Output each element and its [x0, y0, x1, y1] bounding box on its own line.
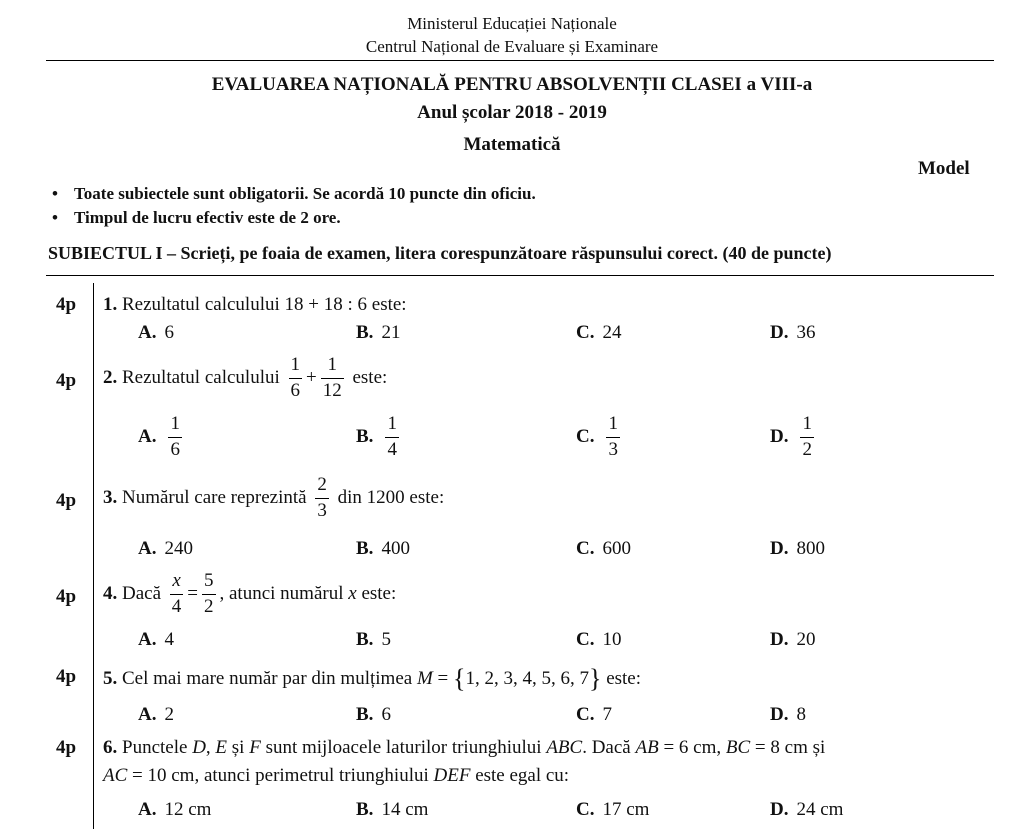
option-d: D. 20	[770, 629, 816, 650]
question-points: 4p	[56, 586, 77, 607]
question-points: 4p	[56, 370, 77, 391]
fraction: $\frac{5}{2}$	[204, 570, 214, 617]
option-b: B. 21	[356, 322, 401, 343]
option-c: C. 7	[576, 704, 612, 725]
question-1: 1. Rezultatul calculului 18 + 18 : 6 este:	[103, 294, 407, 315]
school-year: Anul școlar 2018 - 2019	[417, 102, 607, 123]
question-2: 2. Rezultatul calculului $\frac{1}{6}$ + $\frac{1}{12}$ este:	[103, 354, 388, 401]
fraction: $\frac{1}{6}$	[290, 354, 301, 401]
question-6-line-2: AC = 10 cm, atunci perimetrul triunghiului DEF este egal cu:	[103, 765, 570, 786]
option-d: D. 24 cm	[770, 799, 844, 820]
option-c: C. $\frac{1}{3}$	[576, 413, 618, 460]
option-a: A. 2	[138, 704, 174, 725]
question-3: 3. Numărul care reprezintă $\frac{2}{3}$ din 1200 este:	[103, 474, 445, 521]
question-points: 4p	[56, 737, 77, 758]
header-divider	[46, 60, 994, 61]
subject-name: Matematică	[463, 134, 561, 155]
option-c: C. 24	[576, 322, 622, 343]
fraction: $\frac{2}{3}$	[317, 474, 327, 521]
option-a: A. 6	[138, 322, 174, 343]
option-a: A. 240	[138, 538, 193, 559]
points-column-divider	[93, 283, 94, 829]
option-b: B. 5	[356, 629, 391, 650]
question-points: 4p	[56, 294, 77, 315]
question-points: 4p	[56, 666, 77, 687]
question-5: 5. Cel mai mare număr par din mulțimea M = {1, 2, 3, 4, 5, 6, 7} este:	[103, 664, 642, 693]
question-4: 4. Dacă $\frac{x}{4}$ = $\frac{5}{2}$ , atunci numărul x este:	[103, 570, 397, 617]
center-header: Centrul Național de Evaluare și Examinare	[365, 37, 659, 56]
ministry-header: Ministerul Educației Naționale	[407, 14, 617, 33]
option-c: C. 17 cm	[576, 799, 650, 820]
instruction-item: • Toate subiectele sunt obligatorii. Se acordă 10 puncte din oficiu.	[52, 184, 536, 203]
option-c: C. 10	[576, 629, 622, 650]
option-c: C. 600	[576, 538, 631, 559]
section-divider	[46, 275, 994, 276]
exam-title: EVALUAREA NAȚIONALĂ PENTRU ABSOLVENȚII CLASEI a VIII-a	[211, 74, 813, 95]
bullet-icon: •	[52, 184, 58, 203]
model-label: Model	[918, 158, 970, 179]
option-a: A. 4	[138, 629, 174, 650]
fraction: $\frac{x}{4}$	[171, 570, 182, 617]
option-d: D. 36	[770, 322, 816, 343]
option-a: A. $\frac{1}{6}$	[138, 413, 180, 460]
question-points: 4p	[56, 490, 77, 511]
option-d: D. $\frac{1}{2}$	[770, 413, 812, 460]
bullet-icon: •	[52, 208, 58, 227]
instruction-item: • Timpul de lucru efectiv este de 2 ore.	[52, 208, 341, 227]
fraction: $\frac{1}{12}$	[322, 354, 342, 401]
option-b: B. 14 cm	[356, 799, 429, 820]
option-b: B. 6	[356, 704, 391, 725]
option-b: B. $\frac{1}{4}$	[356, 413, 397, 460]
option-d: D. 8	[770, 704, 806, 725]
question-6-line-1: 6. Punctele D, E și F sunt mijloacele laturilor triunghiului ABC. Dacă AB = 6 cm, BC = 8 cm și	[103, 737, 826, 758]
option-b: B. 400	[356, 538, 410, 559]
section-title: SUBIECTUL I – Scrieți, pe foaia de examen, litera corespunzătoare răspunsului corect. (40 de puncte)	[48, 243, 832, 263]
option-a: A. 12 cm	[138, 799, 212, 820]
option-d: D. 800	[770, 538, 825, 559]
